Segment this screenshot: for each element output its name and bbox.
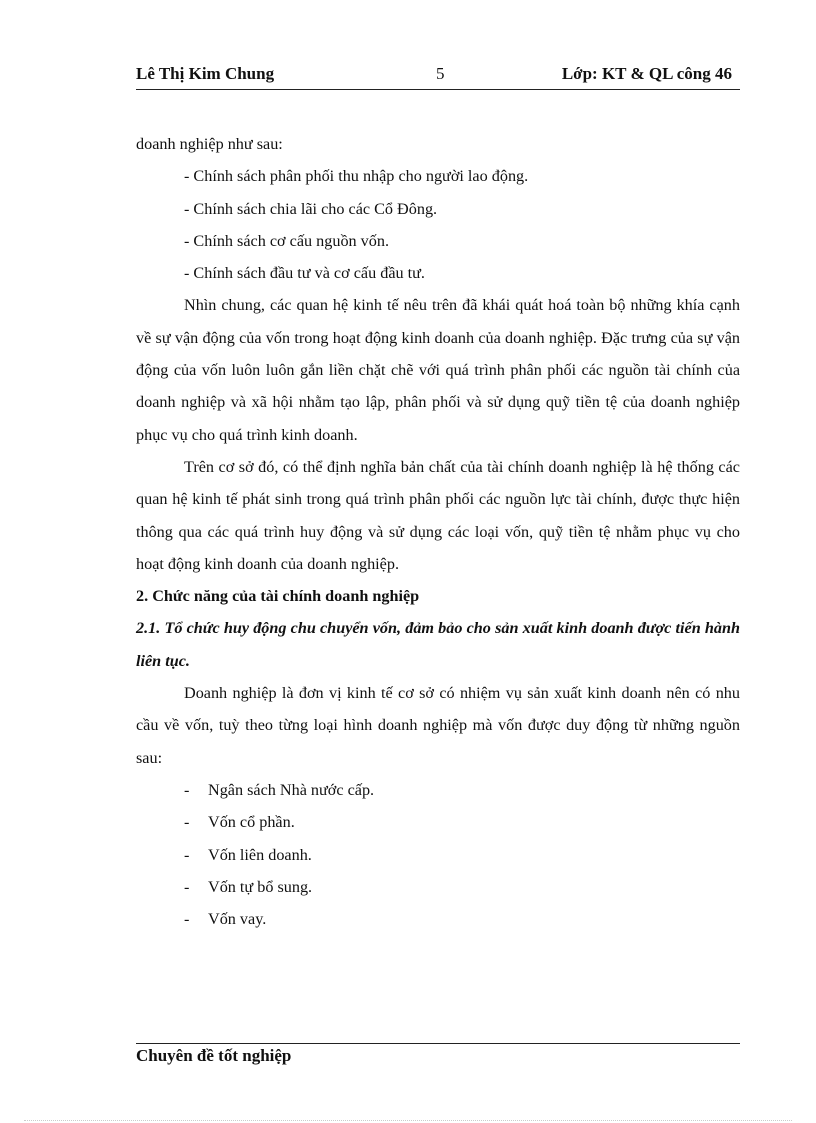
- list-dash: -: [184, 813, 190, 832]
- list-dash: -: [184, 780, 190, 799]
- source-item: [136, 774, 740, 806]
- paragraph-overview: Nhìn chung, các quan hệ kinh tế nêu trên đã khái quát hoá toàn bộ những khía cạnh về sự vận động của vốn trong hoạt động kinh doanh của doanh nghiệp. Đặc trưng của sự vận động của vốn luôn luôn gắn liền chặt chẽ với quá trình phân phối các nguồn tài chính của doanh nghiệp và xã hội nhằm tạo lập, phân phối và sử dụng quỹ tiền tệ của doanh nghiệp phục vụ cho quá trình kinh doanh.: [136, 296, 740, 444]
- section-heading: 2. Chức năng của tài chính doanh nghiệp: [136, 587, 420, 606]
- list-dash: -: [184, 845, 190, 864]
- footer-divider: [136, 1043, 740, 1044]
- page-footer: Chuyên đề tốt nghiệp: [136, 1046, 292, 1065]
- header-divider: [136, 89, 740, 90]
- source-item-label: Vốn tự bổ sung.: [208, 877, 313, 896]
- policy-item: - Chính sách chia lãi cho các Cổ Đông.: [184, 199, 438, 218]
- source-item-label: Vốn cổ phần.: [208, 813, 295, 832]
- header-page-number: 5: [436, 64, 445, 83]
- policy-item: - Chính sách phân phối thu nhập cho người lao động.: [184, 167, 529, 186]
- subsection-heading: 2.1. Tổ chức huy động chu chuyển vốn, đảm bảo cho sản xuất kinh doanh được tiến hành liên tục.: [136, 619, 740, 670]
- page-edge-divider: [24, 1120, 792, 1121]
- header-author: Lê Thị Kim Chung: [136, 64, 275, 83]
- policy-item: - Chính sách cơ cấu nguồn vốn.: [184, 231, 390, 250]
- source-item: [136, 903, 740, 935]
- intro-line: doanh nghiệp như sau:: [136, 135, 283, 153]
- document-body: [136, 128, 740, 935]
- header-class-label: Lớp: KT & QL công 46: [561, 64, 732, 83]
- page-header: [136, 64, 740, 88]
- paragraph-definition: Trên cơ sở đó, có thể định nghĩa bản chất của tài chính doanh nghiệp là hệ thống các quan hệ kinh tế phát sinh trong quá trình phân phối các nguồn lực tài chính, được thực hiện thông qua các quá trình huy động và sử dụng các loại vốn, quỹ tiền tệ nhằm phục vụ cho hoạt động kinh doanh của doanh nghiệp.: [136, 457, 740, 573]
- source-item-label: Vốn vay.: [208, 910, 267, 929]
- list-dash: -: [184, 877, 190, 896]
- source-item: [136, 806, 740, 838]
- source-item-label: Ngân sách Nhà nước cấp.: [208, 780, 375, 799]
- source-item: [136, 871, 740, 903]
- source-item: [136, 839, 740, 871]
- list-dash: -: [184, 910, 190, 929]
- policy-item: - Chính sách đầu tư và cơ cấu đầu tư.: [184, 264, 425, 283]
- source-item-label: Vốn liên doanh.: [208, 845, 312, 864]
- paragraph-capital-needs: Doanh nghiệp là đơn vị kinh tế cơ sở có nhiệm vụ sản xuất kinh doanh nên có nhu cầu về vốn, tuỳ theo từng loại hình doanh nghiệp mà vốn được duy động từ những nguồn sau:: [136, 684, 740, 767]
